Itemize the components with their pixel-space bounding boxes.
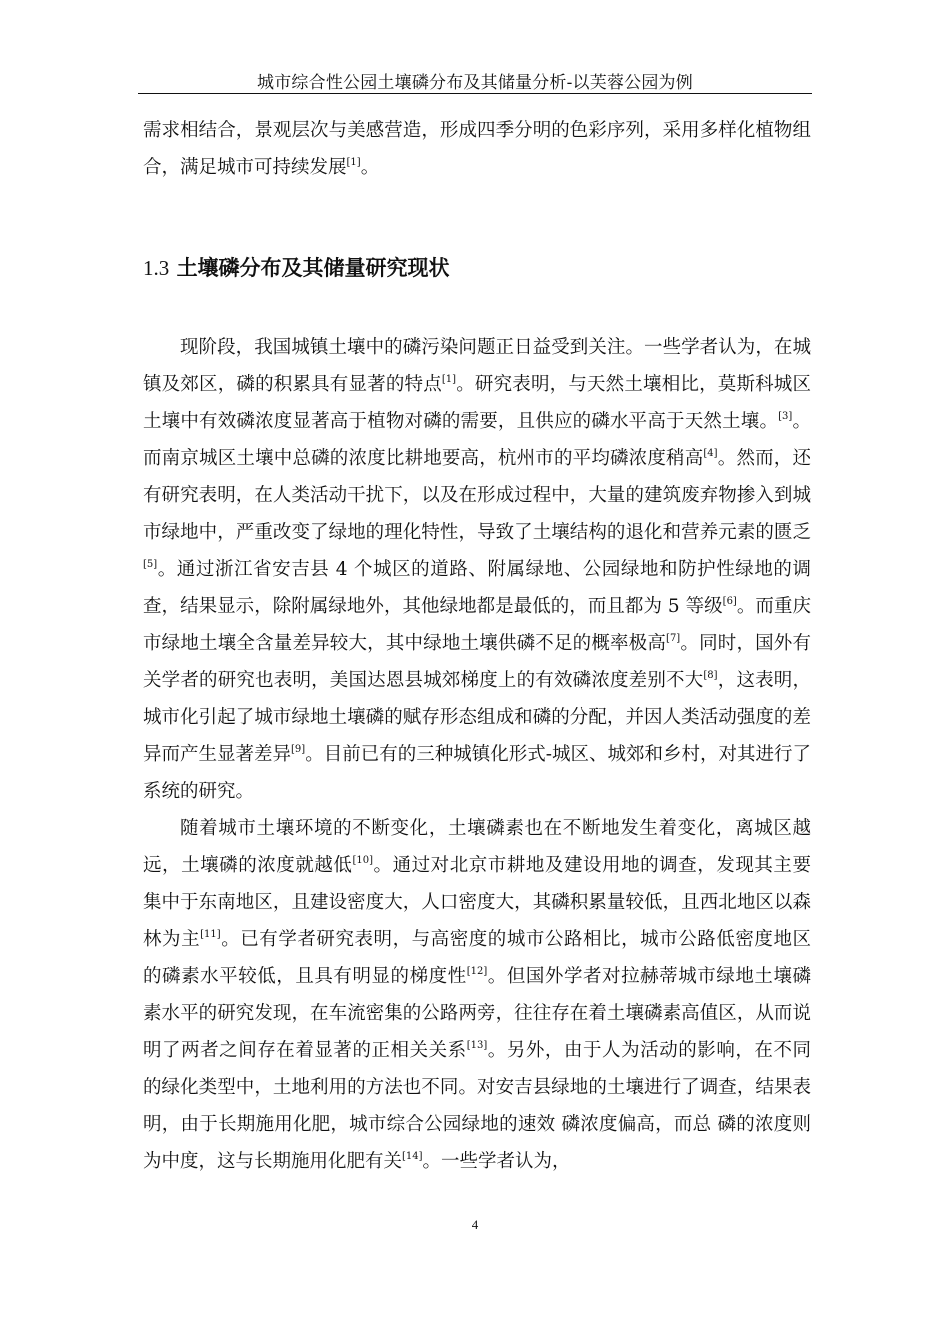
citation-ref: [12] — [466, 966, 488, 977]
text-run: 。一些学者认为， — [422, 1151, 571, 1172]
body-paragraph — [143, 810, 811, 1180]
citation-ref: [14] — [402, 1151, 423, 1162]
text-run: 随着城市土壤环境的不断变化，土壤磷素也在不断地发生着变化，离城区越远，土壤磷的浓度就越低 — [143, 818, 811, 876]
citation-ref: [1] — [441, 374, 457, 385]
citation-ref: [1] — [346, 157, 361, 168]
section-heading — [143, 253, 811, 283]
citation-ref: [9] — [291, 744, 306, 755]
text-run: 。已有学者研究表明，与高密度的城市公路相比，城市公路低密度地区的磷素水平较低，且具有明显的梯度性 — [143, 929, 811, 987]
citation-ref: [6] — [722, 596, 737, 607]
text-run: 。研究表明，与天然土壤相比，莫斯科城区土壤中有效磷浓度显著高于植物对磷的需要，且供应的磷水平高于天然土壤。 — [143, 374, 811, 432]
section-number: 1.3 — [143, 256, 170, 280]
page-number: 4 — [471, 1217, 479, 1232]
citation-ref: [13] — [466, 1040, 488, 1051]
text-run: 。然而，还有研究表明，在人类活动干扰下，以及在形成过程中，大量的建筑废弃物掺入到城市绿地中，严重改变了绿地的理化特性，导致了土壤结构的退化和营养元素的匮乏 — [143, 448, 811, 543]
citation-ref: [3] — [778, 411, 793, 422]
citation-ref: [5] — [143, 559, 158, 570]
citation-ref: [4] — [703, 448, 718, 459]
text-run: ，这表明，城市化引起了城市绿地土壤磷的赋存形态组成和磷的分配，并因人类活动强度的差异而产生显著差异 — [143, 670, 811, 765]
text-run: 。而重庆市绿地土壤全含量差异较大，其中绿地土壤供磷不足的概率极高 — [143, 596, 811, 654]
header-rule — [138, 93, 812, 94]
citation-ref: [7] — [666, 633, 681, 644]
text-run: 现阶段，我国城镇土壤中的磷污染问题正日益受到关注。一些学者认为，在城镇及郊区，磷的积累具有显著的特点 — [143, 337, 811, 395]
text-run: 。另外，由于人为活动的影响，在不同的绿化类型中，土地利用的方法也不同。对安吉县绿地的土壤进行了调查，结果表明，由于长期施用化肥，城市综合公园绿地的速效 磷浓度偏高，而总 磷的浓度则为中度，这与长期施用化肥有关 — [143, 1040, 811, 1172]
page-body — [143, 112, 811, 1180]
citation-ref: [11] — [200, 929, 221, 940]
section-title: 土壤磷分布及其储量研究现状 — [176, 256, 450, 280]
text-run: 。同时，国外有关学者的研究也表明，美国达恩县城郊梯度上的有效磷浓度差别不大 — [143, 633, 811, 691]
text-run: 。但国外学者对拉赫蒂城市绿地土壤磷素水平的研究发现，在车流密集的公路两旁，往往存在着土壤磷素高值区，从而说明了两者之间存在着显著的正相关关系 — [143, 966, 811, 1061]
text-run: 。目前已有的三种城镇化形式-城区、城郊和乡村，对其进行了系统的研究。 — [143, 744, 811, 802]
text-run: 。通过浙江省安吉县 4 个城区的道路、附属绿地、公园绿地和防护性绿地的调查，结果显示，除附属绿地外，其他绿地都是最低的，而且都为 5 等级 — [143, 559, 811, 617]
text-run: 需求相结合，景观层次与美感营造，形成四季分明的色彩序列，采用多样化植物组合，满足城市可持续发展 — [143, 120, 811, 178]
running-header: 城市综合性公园土壤磷分布及其储量分析-以芙蓉公园为例 — [257, 73, 693, 93]
citation-ref: [8] — [703, 670, 718, 681]
text-run: 。 — [360, 157, 380, 178]
citation-ref: [10] — [352, 855, 373, 866]
intro-paragraph — [143, 112, 811, 186]
body-paragraph — [143, 329, 811, 810]
text-run: 。通过对北京市耕地及建设用地的调查，发现其主要集中于东南地区，且建设密度大，人口密度大，其磷积累量较低，且西北地区以森林为主 — [143, 855, 811, 950]
text-run: 。而南京城区土壤中总磷的浓度比耕地要高，杭州市的平均磷浓度稍高 — [143, 411, 811, 469]
